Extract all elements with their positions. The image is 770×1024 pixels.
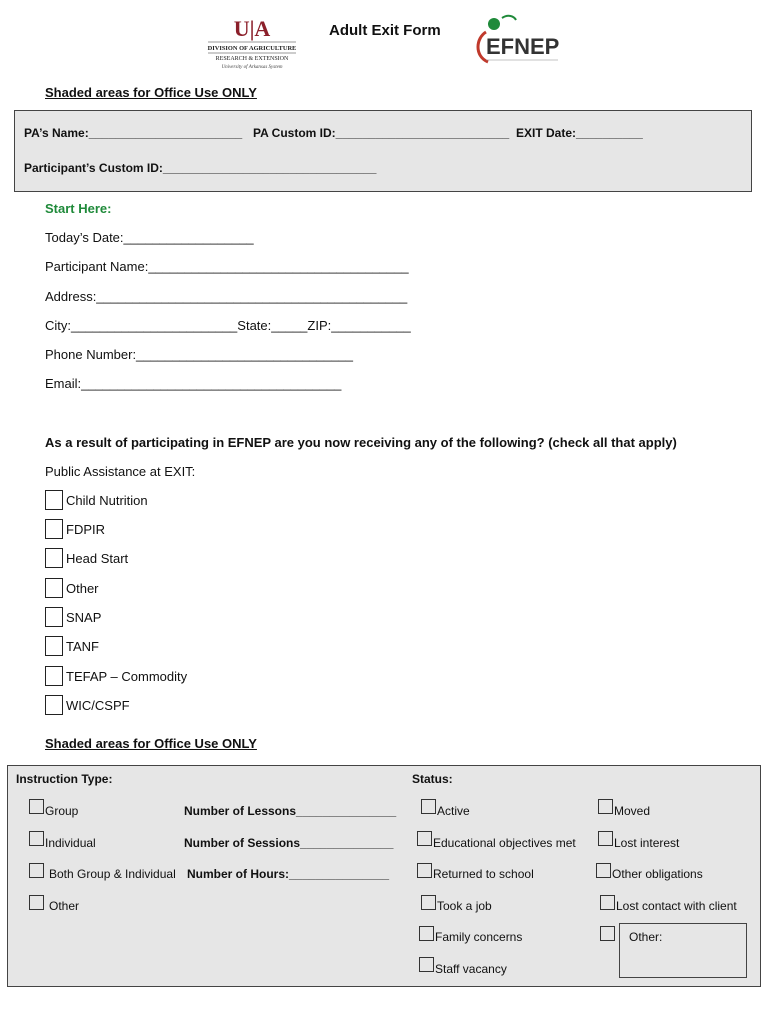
label-group: Group (45, 804, 79, 818)
checkbox-head-start[interactable] (45, 548, 63, 568)
label-individual: Individual (45, 836, 96, 850)
label-snap: SNAP (66, 610, 102, 625)
label-both-group-individual: Both Group & Individual (49, 867, 176, 881)
checkbox-returned-to-school[interactable] (417, 863, 432, 878)
office-use-box-2 (7, 765, 761, 987)
assistance-question: As a result of participating in EFNEP are you now receiving any of the following? (check all that apply) (45, 435, 677, 450)
label-other-obligations: Other obligations (612, 867, 703, 881)
number-of-sessions-field[interactable]: Number of Sessions______________ (184, 836, 394, 850)
public-assistance-label: Public Assistance at EXIT: (45, 464, 196, 479)
checkbox-family-concerns[interactable] (419, 926, 434, 941)
address-field[interactable]: Address:___________________________________________ (45, 289, 408, 304)
ua-logo-mark: U|A (233, 18, 271, 41)
checkbox-lost-contact[interactable] (600, 895, 615, 910)
checkbox-active[interactable] (421, 799, 436, 814)
checkbox-other-obligations[interactable] (596, 863, 611, 878)
label-fdpir: FDPIR (66, 522, 105, 537)
number-of-hours-field[interactable]: Number of Hours:_______________ (187, 867, 390, 881)
checkbox-child-nutrition[interactable] (45, 490, 63, 510)
pa-name-field[interactable]: PA’s Name:_______________________ (24, 126, 243, 140)
checkbox-fdpir[interactable] (45, 519, 63, 539)
number-of-lessons-field[interactable]: Number of Lessons_______________ (184, 804, 397, 818)
checkbox-group[interactable] (29, 799, 44, 814)
city-state-zip-field[interactable]: City:_______________________State:_____ZIP:___________ (45, 318, 411, 333)
efnep-logo-mark: EFNEP (486, 34, 560, 59)
other-status-input[interactable] (619, 923, 747, 978)
other-status-label: Other: (629, 930, 663, 944)
exit-date-field[interactable]: EXIT Date:__________ (516, 126, 643, 140)
form-title: Adult Exit Form (329, 22, 441, 39)
label-took-a-job: Took a job (437, 899, 492, 913)
status-label: Status: (412, 772, 453, 786)
label-lost-interest: Lost interest (614, 836, 680, 850)
label-wic-cspf: WIC/CSPF (66, 698, 130, 713)
ua-logo-line3: University of Arkansas System (221, 65, 283, 70)
office-use-label: Shaded areas for Office Use ONLY (45, 85, 257, 100)
phone-number-field[interactable]: Phone Number:______________________________ (45, 347, 353, 362)
checkbox-other-assistance[interactable] (45, 578, 63, 598)
label-moved: Moved (614, 804, 651, 818)
checkbox-lost-interest[interactable] (598, 831, 613, 846)
ua-logo-line2: RESEARCH & EXTENSION (215, 56, 289, 62)
checkbox-wic-cspf[interactable] (45, 695, 63, 715)
ua-division-of-agriculture-logo (206, 18, 298, 70)
checkbox-individual[interactable] (29, 831, 44, 846)
checkbox-other-instruction[interactable] (29, 895, 44, 910)
checkbox-took-a-job[interactable] (421, 895, 436, 910)
label-returned-to-school: Returned to school (433, 867, 534, 881)
ua-logo-line1: DIVISION OF AGRICULTURE (207, 45, 297, 52)
checkbox-staff-vacancy[interactable] (419, 957, 434, 972)
label-other-assistance: Other (66, 581, 99, 596)
checkbox-tanf[interactable] (45, 636, 63, 656)
pa-custom-id-field[interactable]: PA Custom ID:__________________________ (253, 126, 510, 140)
checkbox-tefap[interactable] (45, 666, 63, 686)
participant-name-field[interactable]: Participant Name:____________________________________ (45, 259, 409, 274)
label-other-instruction: Other (49, 899, 80, 913)
label-active: Active (437, 804, 470, 818)
label-lost-contact: Lost contact with client (616, 899, 737, 913)
label-tefap: TEFAP – Commodity (66, 669, 188, 684)
office-use-label-2: Shaded areas for Office Use ONLY (45, 736, 257, 751)
checkbox-moved[interactable] (598, 799, 613, 814)
checkbox-snap[interactable] (45, 607, 63, 627)
start-here-heading: Start Here: (45, 201, 112, 216)
checkbox-both-group-individual[interactable] (29, 863, 44, 878)
checkbox-educational-objectives-met[interactable] (417, 831, 432, 846)
efnep-logo (472, 12, 564, 70)
office-use-box (14, 110, 752, 192)
instruction-type-label: Instruction Type: (16, 772, 113, 786)
email-field[interactable]: Email:____________________________________ (45, 376, 342, 391)
participant-custom-id-field[interactable]: Participant’s Custom ID:________________________________ (24, 161, 377, 175)
label-head-start: Head Start (66, 551, 129, 566)
todays-date-field[interactable]: Today’s Date:__________________ (45, 230, 254, 245)
label-staff-vacancy: Staff vacancy (435, 962, 507, 976)
label-child-nutrition: Child Nutrition (66, 493, 148, 508)
label-educational-objectives-met: Educational objectives met (433, 836, 576, 850)
label-tanf: TANF (66, 639, 99, 654)
label-family-concerns: Family concerns (435, 930, 523, 944)
checkbox-other-status[interactable] (600, 926, 615, 941)
